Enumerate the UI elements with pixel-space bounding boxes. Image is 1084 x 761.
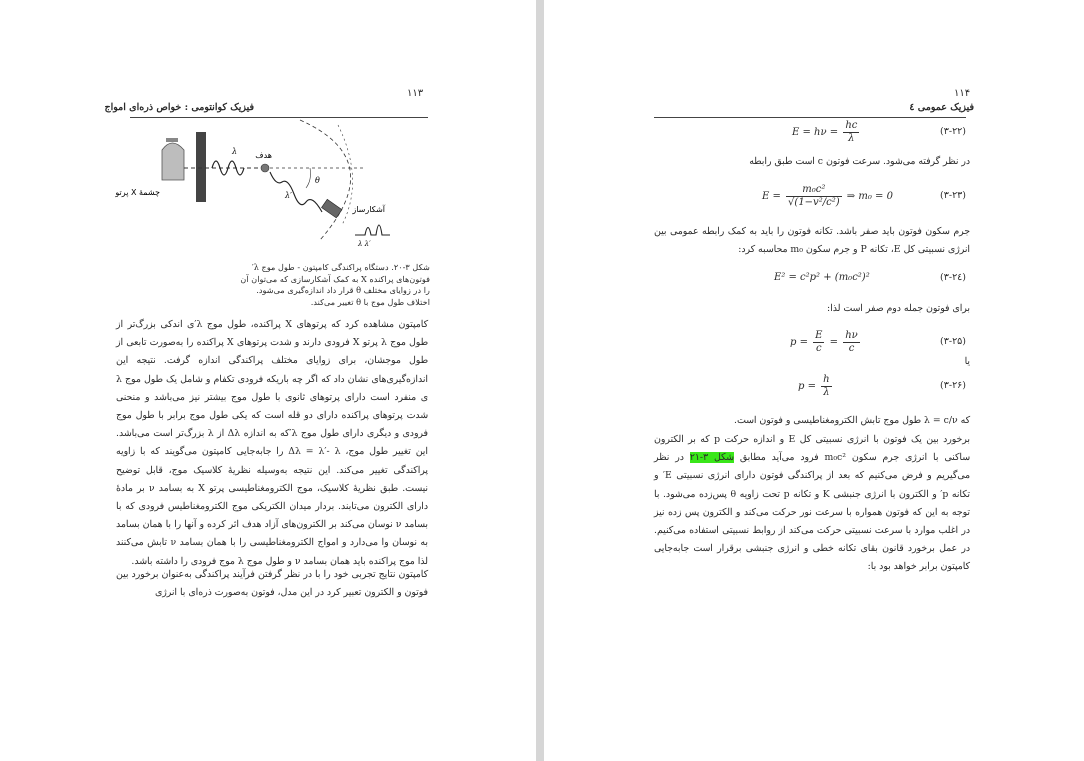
source-label: چشمهٔ X پرتو [115,188,160,197]
equation-number: (۳-۲۲) [940,126,966,137]
detector-label: آشکارساز [352,205,385,214]
equation-number: (۳-۲۳) [940,190,966,201]
lambda-prime-label: λ′ [285,191,292,200]
page-number: ۱۱۳ [407,88,424,99]
incident-wave-shape [212,161,244,175]
equation-24: E² = c²p² + (m₀c²)² (۳-۲٤) [774,272,966,283]
target-label: هدف [255,151,272,160]
equation-23: E = $\frac{\text{m₀c²}}{\text{√(1−v²/c²)}}$ ⇒ m₀ = 0 (۳-۲۳) [762,184,966,208]
figure-caption: شکل ۳-۲۰. دستگاه پراکندگی کامپتون - طول موج λ′ فوتون‌های پراکنده X به کمک آشکارسازی که می‌توان آن را در زوایای مختلف θ قرار داد اندازه‌گیری می‌شود. اختلاف طول موج با θ تغییر می‌کند. [240,262,430,307]
target-shape [261,164,269,172]
text-after-eq-23: جرم سکون فوتون باید صفر باشد. تکانه فوتون را باید به کمک رابطه عمومی بین انرژی نسبیتی کل E، تکانه P و جرم سکون m₀ محاسبه کرد: [654,226,970,256]
equation-22: E = hν = $\frac{hc}{\lambda}$ (۳-۲۲) [792,120,966,144]
text-after-eq-24: برای فوتون جمله دوم صفر است لذا: [827,303,970,314]
body-paragraph-1: که λ = c/ν طول موج تابش الکترومغناطیسی و فوتون است. [734,415,970,426]
equation-number: (۳-۲٤) [940,272,966,283]
left-page [0,0,536,761]
figure-reference-highlight[interactable]: شکل ۳-۲۱ [689,452,734,464]
xray-source-shape [162,143,184,180]
spectrum-shape [355,225,390,235]
equation-number: (۳-۲۶) [940,380,966,391]
equation-26: p = $\frac{h}{\lambda}$ (۳-۲۶) [798,374,966,398]
body-paragraph-2: برخورد بین یک فوتون با انرژی نسبیتی کل E و اندازه حرکت p که بر الکترون ساکنی با انرژی جرم سکون m₀c² فرود می‌آید مطابق شکل ۳-۲۱ در نظر می‌گیریم و فرض می‌کنیم که بعد از پراکندگی فوتون دارای انرژی نسبیتی E′ و تکانه p′ و الکترون با انرژی جنبشی K و تکانه p تحت زاویه θ پس‌زده می‌شود. با توجه به این که فوتون همواره با سرعت نور حرکت می‌کند و الکترون پس زده نیز در اغلب موارد با سرعت نسبیتی حرکت می‌کند از روابط نسبیتی استفاده می‌کنیم. در عمل برخورد قانون بقای تکانه خطی و انرژی جنبشی برقرار است جابه‌جایی کامپتون برابر خواهد بود با: [654,434,970,573]
equation-25: p = $\frac{E}{c}$ = $\frac{h\nu}{c}$ (۳-۲۵) [790,330,966,354]
body-paragraph-1: کامپتون مشاهده کرد که پرتوهای X پراکنده، طول موج λ′ی اندکی بزرگ‌تر از طول موج λ پرتو X فرودی دارند و شدت پرتوهای X پراکنده را به‌صورت تابعی از طول موجشان، برای زوایای مختلف پراکندگی اندازه گرفت. نتیجه این اندازه‌گیری‌های نشان داد که اگر چه باریکه فرودی تکفام و شامل یک طول موج λ ی منفرد است دارای پرتوهای ثانوی با طول موج بیشتر نیز می‌باشد و منحنی شدت پرتوهای پراکنده دارای دو قله است که یکی طول موج برابر با طول موج فرودی و دیگری دارای طول موج λ′که به اندازه Δλ از λ بزرگ‌تر است می‌باشد. این تغییر طول موج، Δλ = λ′- λ را جابه‌جایی کامپتون می‌گویند که با زاویه پراکندگی تغییر می‌کند. این نتیجه به‌وسیله نظریهٔ کلاسیک موج، قابل توضیح نیست. طبق نظریهٔ کلاسیک، موج الکترومغناطیسی پرتو X به بسامد ν بر مادهٔ دارای الکترون می‌تابند. بردار میدان الکتریکی موج الکترومغناطیس فرودی که با بسامد ν نوسان می‌کند بر الکترون‌های آزاد هدف اثر کرده و آنها را با همان بسامد به نوسان وا می‌دارد و امواج الکترومغناطیسی را با همان بسامد ν تابش می‌کنند لذا موج پراکنده باید همان بسامد ν و طول موج λ موج فرودی را داشته باشد. [116,319,429,567]
equation-number: (۳-۲۵) [940,336,966,347]
body-paragraph-2: کامپتون نتایج تجربی خود را با در نظر گرفتن فرآیند پراکندگی به‌عنوان برخورد بین فوتون و الکترون تعبیر کرد در این مدل، فوتون به‌صورت ذره‌ای با انرژی [116,569,428,599]
running-head: فیزیک کوانتومی : خواص ذره‌ای امواج [104,102,254,113]
page-number: ۱۱۴ [954,88,971,99]
collimator-shape [196,132,206,202]
right-page [544,0,1084,761]
text-ya: یا [964,356,970,367]
text-after-eq-22: در نظر گرفته می‌شود. سرعت فوتون c است طبق رابطه [749,156,970,167]
lambda-label: λ [232,147,238,156]
spectrum-label: λ λ′ [358,240,371,248]
compton-apparatus-figure [115,120,520,260]
theta-label: θ [315,176,320,185]
running-head: فیزیک عمومی ٤ [909,102,974,113]
header-rule [130,117,428,118]
